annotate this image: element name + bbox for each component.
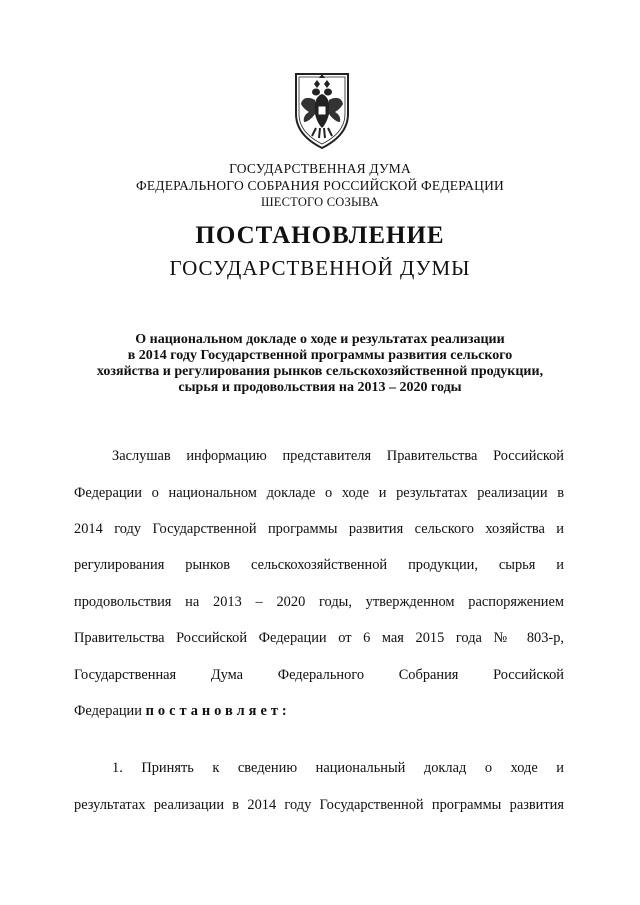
preamble-line: Правительства Российской Федерации от 6 мая 2015 года № 803-р, xyxy=(74,630,564,646)
preamble-line: Федерации о национальном докладе о ходе и результатах реализации в xyxy=(74,485,564,501)
russian-coat-of-arms-icon xyxy=(286,70,358,150)
preamble-line: 2014 году Государственной программы развития сельского хозяйства и xyxy=(74,521,564,537)
preamble-line: Заслушав информацию представителя Правительства Российской xyxy=(112,448,564,464)
issuer-line-assembly: ФЕДЕРАЛЬНОГО СОБРАНИЯ РОССИЙСКОЙ ФЕДЕРАЦИИ xyxy=(136,178,504,193)
item-1-line: результатах реализации в 2014 году Государственной программы развития xyxy=(74,797,564,813)
resolution-keyword: постановляет: xyxy=(145,703,291,719)
subject-line: хозяйства и регулирования рынков сельскохозяйственной продукции, xyxy=(96,364,544,379)
issuer-block xyxy=(0,160,640,211)
preamble-line: Государственная Дума Федерального Собрания Российской xyxy=(74,667,564,683)
subject-line: О национальном докладе о ходе и результатах реализации xyxy=(135,332,505,347)
subject-line: сырья и продовольствия на 2013 – 2020 годы xyxy=(178,380,462,395)
subject-line: в 2014 году Государственной программы развития сельского xyxy=(127,348,513,363)
preamble-line: регулирования рынков сельскохозяйственной продукции, сырья и xyxy=(74,557,564,573)
document-subject xyxy=(0,332,640,396)
issuer-line-convocation: ШЕСТОГО СОЗЫВА xyxy=(260,195,380,209)
document-title: ПОСТАНОВЛЕНИЕ xyxy=(195,222,445,249)
issuer-line-duma: ГОСУДАРСТВЕННАЯ ДУМА xyxy=(229,161,411,176)
item-1-line: 1. Принять к сведению национальный доклад о ходе и xyxy=(112,760,564,776)
preamble-line: продовольствия на 2013 – 2020 годы, утвержденном распоряжением xyxy=(74,594,564,610)
preamble-final-prefix: Федерации xyxy=(74,703,142,719)
preamble-final-line xyxy=(74,703,564,720)
document-subtitle: ГОСУДАРСТВЕННОЙ ДУМЫ xyxy=(169,256,471,280)
